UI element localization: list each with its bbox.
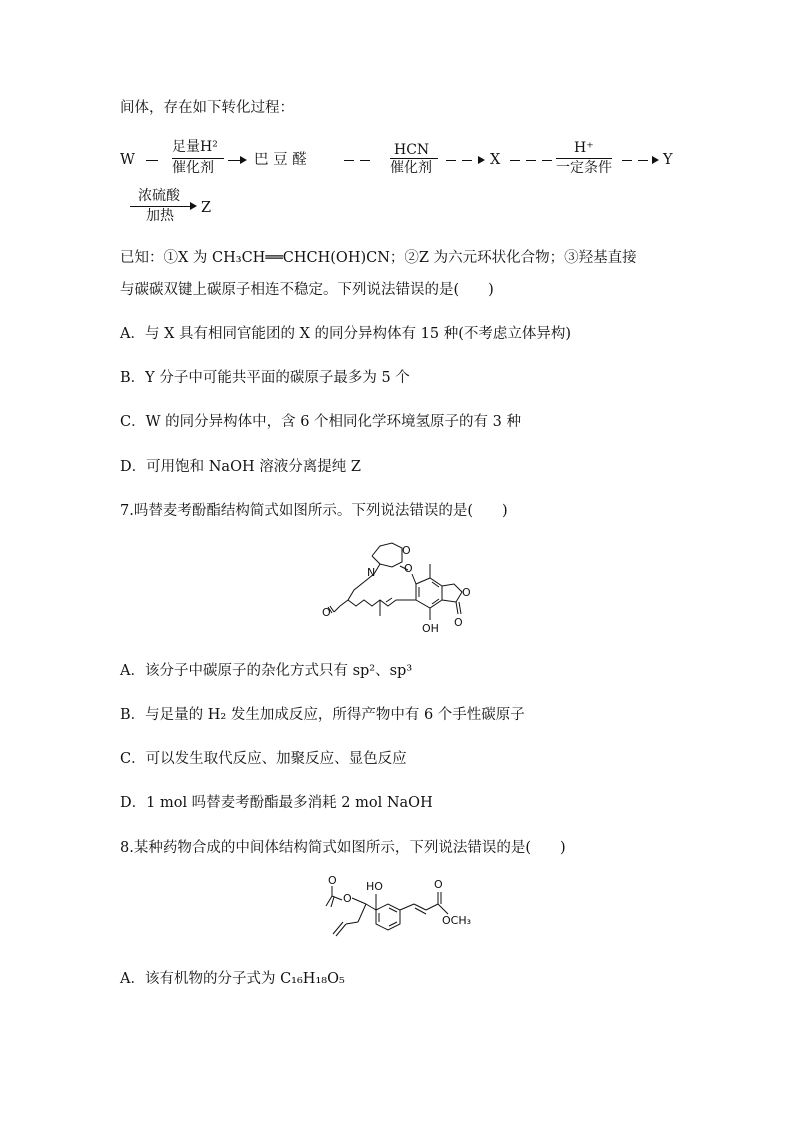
- q7-label-o-carbonyl: O: [454, 616, 463, 629]
- step4-reagent: 浓硫酸: [138, 188, 180, 204]
- arrow-head-3: [652, 156, 659, 164]
- step3-condition: 一定条件: [556, 160, 612, 176]
- q7-label-o-morpholine: O: [402, 544, 411, 557]
- dash: [638, 160, 648, 161]
- intro-text: 间体，存在如下转化过程：: [120, 100, 294, 116]
- q8-label-o-ester: O: [343, 892, 352, 905]
- q7-label-o-ring: O: [462, 586, 471, 599]
- dash: [146, 160, 158, 161]
- q7-label-n: N: [367, 566, 376, 579]
- q7-label-oh: OH: [422, 622, 439, 635]
- arrow-head-1: [240, 156, 247, 164]
- reaction-scheme: [0, 0, 794, 230]
- q8-label-o-carbonyl-acetyl: O: [328, 874, 337, 887]
- scheme-product-crotonaldehyde: 巴 豆 醛: [254, 152, 307, 168]
- q7-option-b: B．与足量的 H₂ 发生加成反应，所得产物中有 6 个手性碳原子: [120, 707, 525, 723]
- scheme-Z: Z: [201, 200, 212, 216]
- step1-condition: 催化剂: [172, 160, 214, 176]
- dash: [622, 160, 632, 161]
- q8-label-ho: HO: [366, 880, 383, 893]
- dash: [360, 160, 370, 161]
- q7-option-c: C．可以发生取代反应、加聚反应、显色反应: [120, 751, 407, 767]
- q8-label-och3: OCH₃: [442, 914, 472, 927]
- q8-label-o-carbonyl: O: [434, 878, 443, 891]
- scheme-W: W: [120, 152, 135, 168]
- scheme-X: X: [490, 152, 501, 168]
- q8-option-a: A．该有机物的分子式为 C₁₆H₁₈O₅: [120, 971, 345, 987]
- arrow-head-4: [190, 202, 197, 210]
- step3-reagent: H⁺: [574, 140, 594, 156]
- q8-structure-intermediate: [322, 874, 482, 948]
- dash: [542, 160, 552, 161]
- q7-stem: 7.吗替麦考酚酯结构简式如图所示。下列说法错误的是( ): [120, 503, 508, 519]
- step2-condition: 催化剂: [390, 160, 432, 176]
- dash: [462, 160, 472, 161]
- q7-option-d: D．1 mol 吗替麦考酚酯最多消耗 2 mol NaOH: [120, 795, 433, 811]
- dash: [510, 160, 520, 161]
- step4-condition: 加热: [146, 208, 174, 224]
- dash: [526, 160, 536, 161]
- step2-reagent: HCN: [394, 142, 430, 158]
- q6-option-b: B．Y 分子中可能共平面的碳原子最多为 5 个: [120, 370, 410, 386]
- q6-given-line1: 已知：①X 为 CH₃CH══CHCH(OH)CN；②Z 为六元环状化合物；③羟基直接: [120, 250, 637, 266]
- dash: [446, 160, 456, 161]
- arrow-head-2: [478, 156, 485, 164]
- q7-option-a: A．该分子中碳原子的杂化方式只有 sp²、sp³: [120, 663, 413, 679]
- q7-label-o-ester: O: [322, 606, 331, 619]
- scheme-Y: Y: [663, 152, 673, 168]
- dash: [228, 160, 240, 161]
- step1-reagent: 足量H²: [172, 139, 218, 155]
- q8-stem: 8.某种药物合成的中间体结构简式如图所示，下列说法错误的是( ): [120, 840, 566, 856]
- q6-option-a: A．与 X 具有相同官能团的 X 的同分异构体有 15 种(不考虑立体异构): [120, 326, 572, 342]
- q6-given-line2: 与碳碳双键上碳原子相连不稳定。下列说法错误的是( ): [120, 282, 494, 298]
- q6-option-d: D．可用饱和 NaOH 溶液分离提纯 Z: [120, 459, 361, 475]
- q7-structure-mycophenolate-mofetil: [320, 536, 480, 646]
- q6-option-c: C．W 的同分异构体中，含 6 个相同化学环境氢原子的有 3 种: [120, 414, 521, 430]
- dash: [344, 160, 354, 161]
- q7-label-o-methoxy: O: [404, 562, 413, 575]
